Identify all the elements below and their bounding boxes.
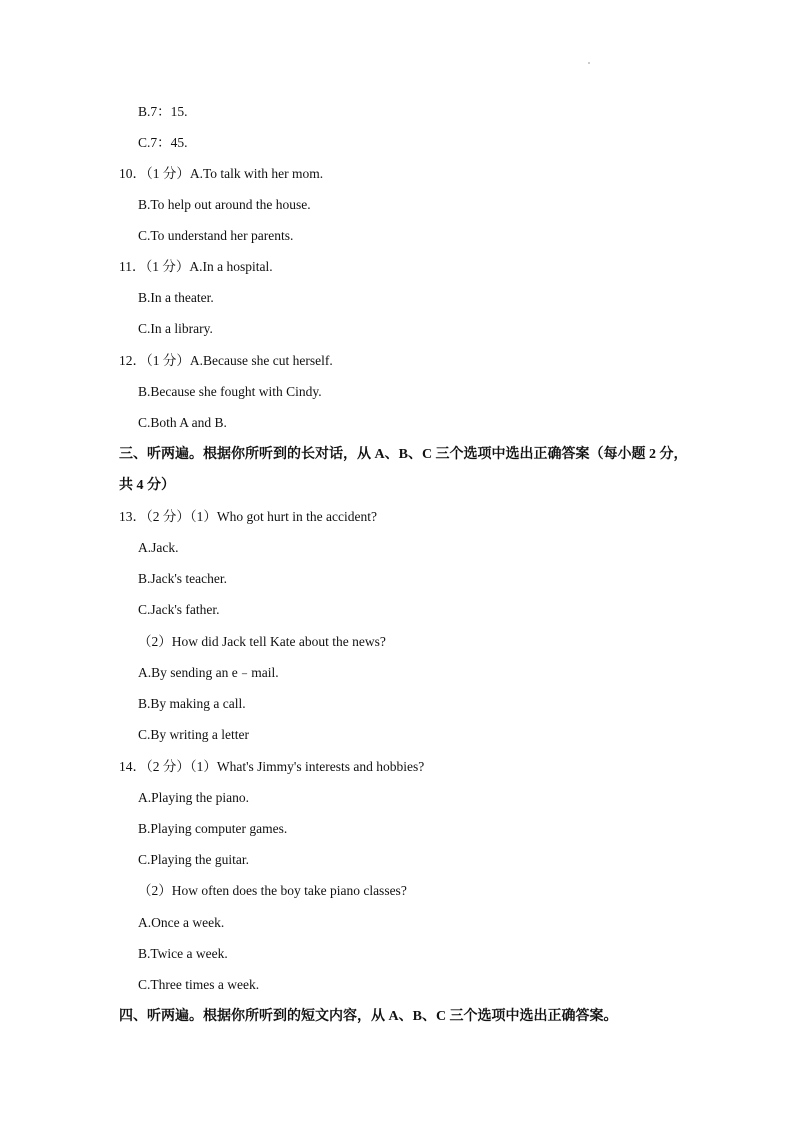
q14-part2-option-a: A.Once a week. (138, 915, 225, 930)
q13-part2-option-a: A.By sending an e﹣mail. (138, 665, 279, 680)
q11-option-c: C.In a library. (138, 321, 213, 336)
q14-part2-option-c: C.Three times a week. (138, 977, 260, 992)
q14-part1-option-b: B.Playing computer games. (138, 821, 288, 836)
q13-part2-question: （2）How did Jack tell Kate about the news? (138, 634, 386, 649)
q14-part2-question: （2）How often does the boy take piano classes? (138, 883, 407, 898)
section-3-heading: 三、听两遍。根据你所听到的长对话，从 A、B、C 三个选项中选出正确答案（每小题 2 分， (119, 447, 688, 462)
q9-option-c: C.7：45. (138, 135, 188, 150)
q11-option-b: B.In a theater. (138, 290, 214, 305)
section-3-heading-cont: 共 4 分） (119, 478, 175, 493)
q13-part1-option-c: C.Jack's father. (138, 602, 220, 617)
q10-option-b: B.To help out around the house. (138, 197, 311, 212)
q12-option-b: B.Because she fought with Cindy. (138, 384, 322, 399)
q14-part1-option-a: A.Playing the piano. (138, 790, 249, 805)
q13-part1-option-a: A.Jack. (138, 540, 179, 555)
q10-option-a: 10．（1 分）A.To talk with her mom. (119, 166, 324, 181)
q10-option-c: C.To understand her parents. (138, 228, 294, 243)
scan-mark (588, 62, 590, 64)
section-4-heading: 四、听两遍。根据你所听到的短文内容，从 A、B、C 三个选项中选出正确答案。 (119, 1009, 618, 1024)
q14-part1-question: 14．（2 分）（1）What's Jimmy's interests and hobbies? (119, 759, 425, 774)
q14-part2-option-b: B.Twice a week. (138, 946, 228, 961)
q9-option-b: B.7：15. (138, 104, 188, 119)
q13-part1-option-b: B.Jack's teacher. (138, 571, 228, 586)
q13-part2-option-c: C.By writing a letter (138, 727, 249, 742)
q12-option-c: C.Both A and B. (138, 415, 227, 430)
q13-part2-option-b: B.By making a call. (138, 696, 246, 711)
q14-part1-option-c: C.Playing the guitar. (138, 852, 249, 867)
q12-option-a: 12．（1 分）A.Because she cut herself. (119, 353, 333, 368)
q13-part1-question: 13．（2 分）（1）Who got hurt in the accident? (119, 509, 377, 524)
q11-option-a: 11．（1 分）A.In a hospital. (119, 259, 273, 274)
